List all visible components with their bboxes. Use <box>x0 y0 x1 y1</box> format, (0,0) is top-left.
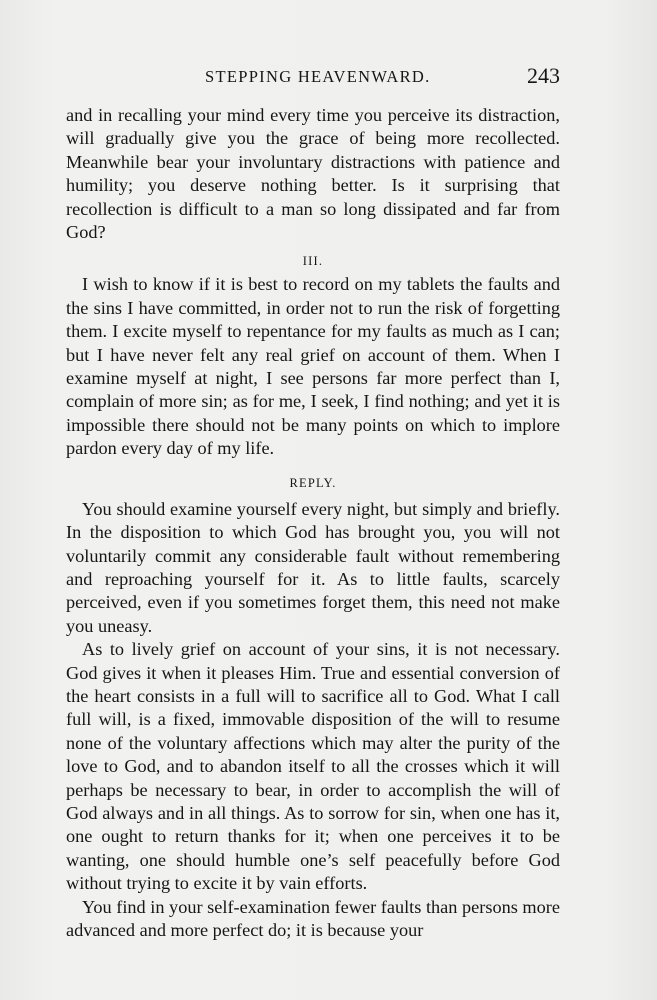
paragraph-continuation: and in recalling your mind every time you perceive its distraction, will gradually give you the grace of being more recollected. Meanwhile bear your involuntary distractions with patience and humility; you deserve nothing better. Is it surprising that recollection is difficult to a man so long dissipated and far from God? <box>66 105 560 243</box>
grief-paragraph: As to lively grief on account of your sins, it is not necessary. God gives it when it pleases Him. True and essential conversion of the heart consists in a full will to sacrifice all to God. What I call full will, is a fixed, immovable disposition of the will to resume none of the voluntary affections which may alter the purity of the love to God, and to abandon itself to all the crosses which it will perhaps be necessary to bear, in order to accomplish the will of God always and in all things. As to sorrow for sin, when one has it, one ought to return thanks for it; when one perceives it to be wanting, one should humble one’s self peacefully before God without trying to excite it by vain efforts. <box>66 639 560 894</box>
running-title: STEPPING HEAVENWARD. <box>205 67 431 86</box>
running-head <box>66 64 560 94</box>
page-text <box>66 104 560 942</box>
self-examination-paragraph: You find in your self-examination fewer faults than persons more advanced and more perfect do; it is because your <box>66 896 560 940</box>
question-paragraph: I wish to know if it is best to record on my tablets the faults and the sins I have committed, in order not to run the risk of forgetting them. I excite myself to repentance for my faults as much as I can; but I have never felt any real grief on account of them. When I examine myself at night, I see persons far more perfect than I, complain of more sin; as for me, I seek, I find nothing; and yet it is impossible there should not be many points on which to implore pardon every day of my life. <box>66 274 560 459</box>
section-number: III. <box>302 254 324 269</box>
reply-paragraph: You should examine yourself every night, but simply and briefly. In the disposition to which God has brought you, you will not voluntarily commit any considerable fault without remembering and reproaching yourself for it. As to little faults, scarcely perceived, even if you sometimes forget them, this need not make you uneasy. <box>66 498 560 636</box>
reply-heading: REPLY. <box>289 475 337 490</box>
page-number: 243 <box>527 63 560 88</box>
